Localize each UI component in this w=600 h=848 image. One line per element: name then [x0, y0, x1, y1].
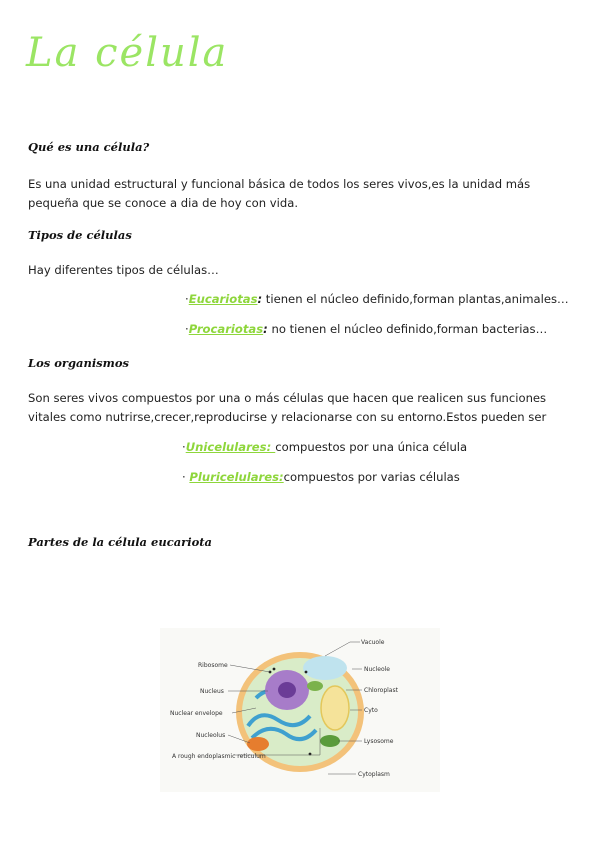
paragraph-organisms: Son seres vivos compuestos por una o más células que hacen que realicen sus funciones vitales como nutrirse,crecer,reproducirse y relacionarse con su entorno.Estos pueden ser: [28, 391, 547, 424]
chloroplast: [321, 686, 349, 730]
chloroplast-green: [320, 735, 340, 747]
label-nucleolus: Nucleolus: [196, 732, 226, 739]
label-nuclear-envelope: Nuclear envelope: [170, 710, 223, 717]
bullet-prefix: ·: [182, 440, 186, 454]
term-colon: :: [263, 322, 268, 336]
label-chloroplast: Chloroplast: [364, 687, 398, 694]
bullet-prefix: ·: [182, 470, 190, 484]
heading-eukaryotic-parts: Partes de la célula eucariota: [28, 535, 213, 549]
cell-diagram-svg: [160, 628, 440, 792]
paragraph-types-intro: Hay diferentes tipos de células…: [28, 263, 219, 277]
term-colon: :: [257, 292, 263, 306]
term-description: tienen el núcleo definido,forman plantas,animales…: [262, 292, 569, 306]
heading-cell-types: Tipos de células: [28, 228, 132, 242]
label-vacuole: Vacuole: [361, 639, 385, 646]
page-title: La célula: [26, 30, 229, 76]
label-nucleole: Nucleole: [364, 666, 390, 673]
label-ribosome: Ribosome: [198, 662, 228, 669]
list-item-eucariotas: [185, 292, 569, 306]
list-item-pluricelulares: [182, 470, 460, 484]
term-procariotas: Procariotas: [188, 322, 264, 336]
label-cytoplasm: Cytoplasm: [358, 771, 390, 778]
label-lysosome: Lysosome: [364, 738, 394, 745]
label-cyto: Cyto: [364, 707, 378, 714]
term-description: no tienen el núcleo definido,forman bacterias…: [267, 322, 548, 336]
term-unicelulares: Unicelulares:: [185, 440, 276, 454]
bullet-prefix: ·: [185, 322, 189, 336]
mitochondrion: [247, 737, 269, 751]
cell-diagram: [160, 628, 440, 792]
term-description: compuestos por una única célula: [275, 440, 468, 454]
vacuole: [303, 656, 347, 680]
term-description: compuestos por varias células: [283, 470, 460, 484]
nucleolus: [278, 682, 296, 698]
bullet-prefix: ·: [185, 292, 189, 306]
chloroplast-green-2: [307, 681, 323, 691]
list-item-unicelulares: [182, 440, 467, 454]
heading-what-is-cell: Qué es una célula?: [28, 140, 150, 154]
paragraph-cell-definition: Es una unidad estructural y funcional básica de todos los seres vivos,es la unidad más pequeña que se conoce a dia de hoy con vida.: [28, 177, 531, 210]
label-nucleus: Nucleus: [200, 688, 224, 695]
term-pluricelulares: Pluricelulares:: [189, 470, 284, 484]
heading-organisms: Los organismos: [28, 356, 129, 370]
label-rough-er: A rough endoplasmic reticulum: [172, 753, 266, 760]
list-item-procariotas: [185, 322, 547, 336]
term-eucariotas: Eucariotas: [188, 292, 258, 306]
